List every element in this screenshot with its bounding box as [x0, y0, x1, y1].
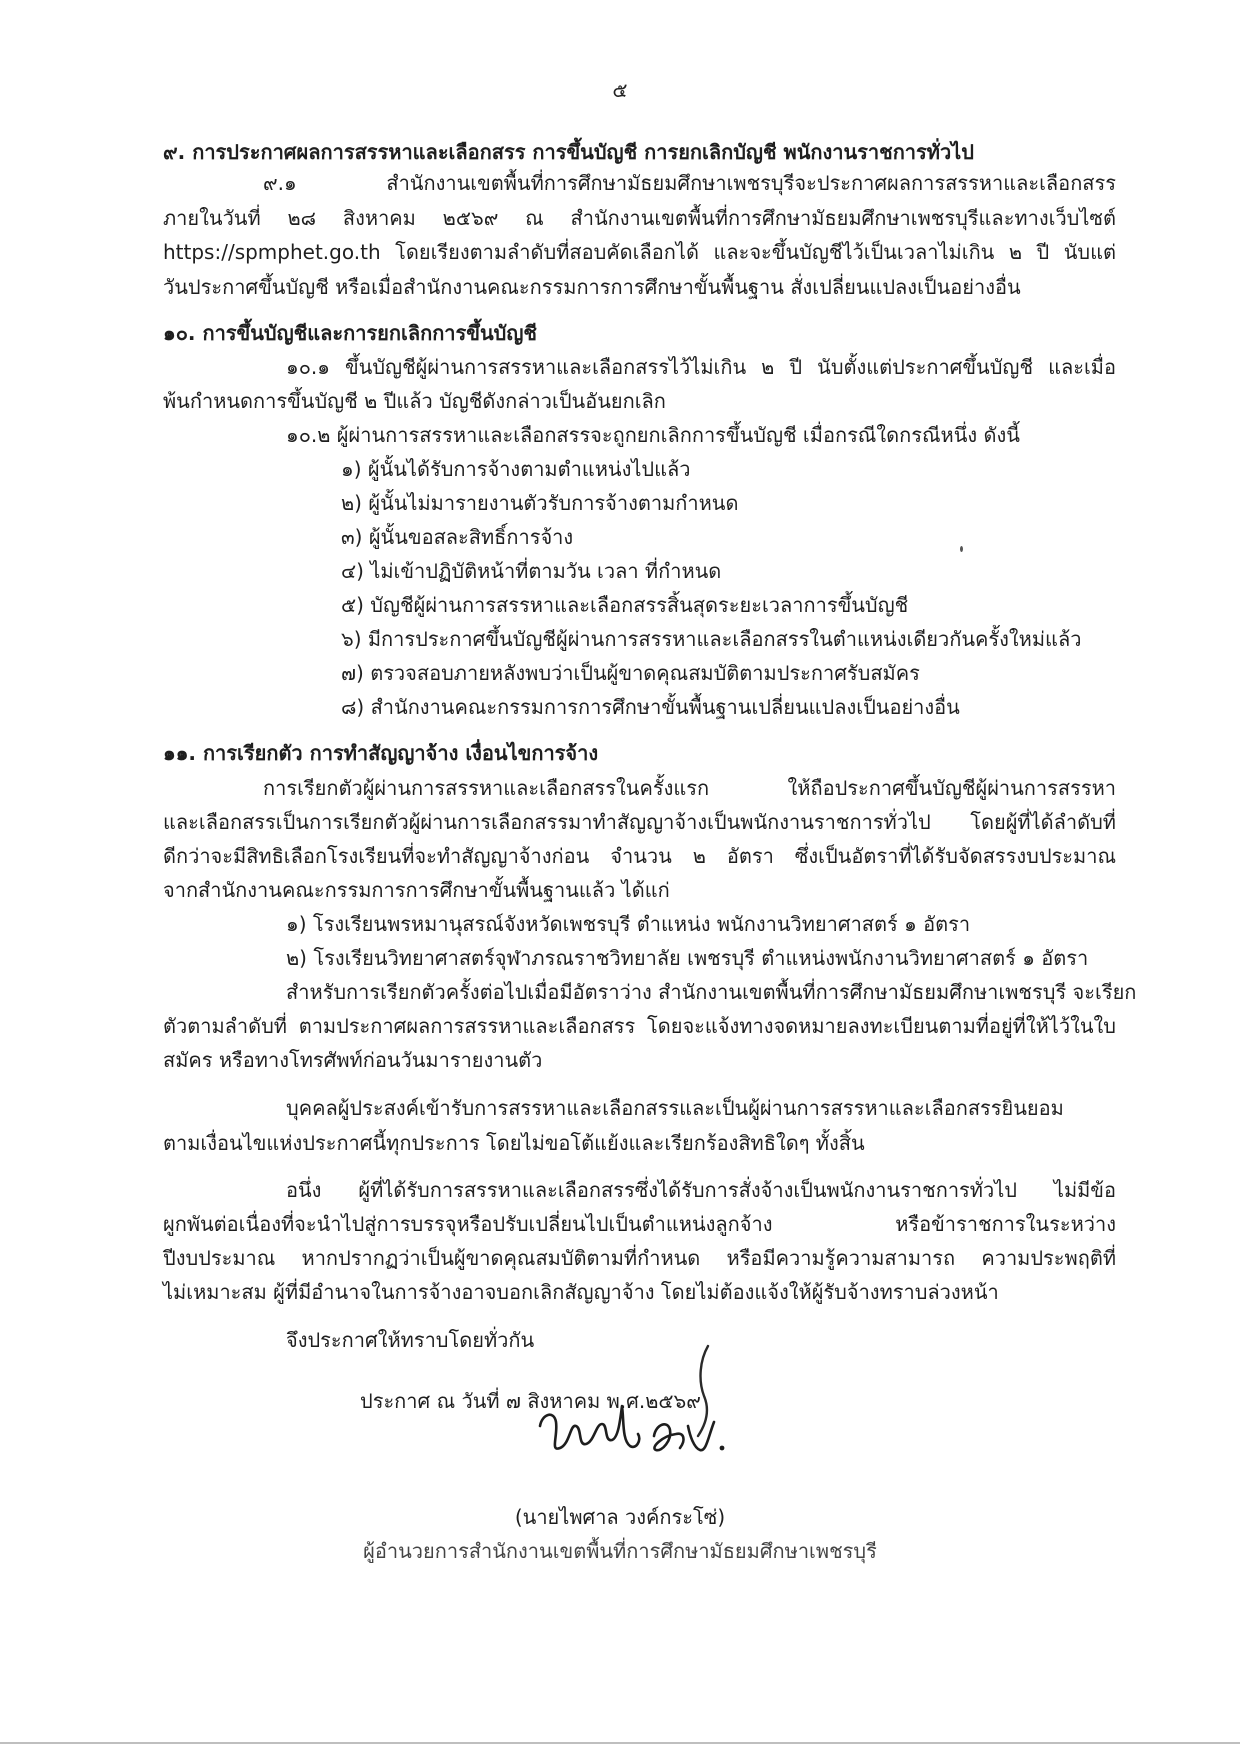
section-11-paragraph-line: สมัคร หรือทางโทรศัพท์ก่อนวันมารายงานตัว — [163, 1048, 543, 1072]
cancel-condition-item: ๘) สำนักงานคณะกรรมการการศึกษาขั้นพื้นฐานเปลี่ยนแปลงเป็นอย่างอื่น — [341, 695, 960, 719]
terms-paragraph-line: อนึ่ง ผู้ที่ได้รับการสรรหาและเลือกสรรซึ่งได้รับการสั่งจ้างเป็นพนักงานราชการทั่วไป ไม่มีข้อ — [286, 1178, 1116, 1202]
section-11-paragraph-line: การเรียกตัวผู้ผ่านการสรรหาและเลือกสรรในครั้งแรก ให้ถือประกาศขึ้นบัญชีผู้ผ่านการสรรหา — [263, 776, 1116, 800]
signature-image — [530, 1340, 790, 1480]
section-9-paragraph-line: ภายในวันที่ ๒๘ สิงหาคม ๒๕๖๙ ณ สำนักงานเขตพื้นที่การศึกษามัธยมศึกษาเพชรบุรีและทางเว็บไซต์ — [163, 206, 1116, 230]
section-10-heading: ๑๐. การขึ้นบัญชีและการยกเลิกการขึ้นบัญชี — [163, 321, 537, 345]
signer-title: ผู้อำนวยการสำนักงานเขตพื้นที่การศึกษามัธยมศึกษาเพชรบุรี — [363, 1539, 877, 1563]
section-11-paragraph-line: จากสำนักงานคณะกรรมการการศึกษาขั้นพื้นฐานแล้ว ได้แก่ — [163, 878, 670, 902]
cancel-condition-item: ๔) ไม่เข้าปฏิบัติหน้าที่ตามวัน เวลา ที่กำหนด — [341, 559, 722, 583]
cancel-condition-item: ๒) ผู้นั้นไม่มารายงานตัวรับการจ้างตามกำหนด — [341, 491, 739, 515]
cancel-condition-item: ๖) มีการประกาศขึ้นบัญชีผู้ผ่านการสรรหาและเลือกสรรในตำแหน่งเดียวกันครั้งใหม่แล้ว — [341, 627, 1082, 651]
school-position-item: ๑) โรงเรียนพรหมานุสรณ์จังหวัดเพชรบุรี ตำแหน่ง พนักงานวิทยาศาสตร์ ๑ อัตรา — [286, 912, 971, 936]
page-number: ๕ — [612, 78, 628, 102]
cancel-condition-item: ๕) บัญชีผู้ผ่านการสรรหาและเลือกสรรสิ้นสุดระยะเวลาการขึ้นบัญชี — [341, 593, 909, 617]
scan-speck — [960, 546, 963, 552]
section-10-paragraph-line: พ้นกำหนดการขึ้นบัญชี ๒ ปีแล้ว บัญชีดังกล่าวเป็นอันยกเลิก — [163, 389, 666, 413]
announcement-date: ประกาศ ณ วันที่ ๗ สิงหาคม พ.ศ.๒๕๖๙ — [360, 1389, 701, 1413]
section-9-paragraph-line: ๙.๑ สำนักงานเขตพื้นที่การศึกษามัธยมศึกษาเพชรบุรีจะประกาศผลการสรรหาและเลือกสรร — [263, 171, 1116, 195]
terms-paragraph-line: ปีงบประมาณ หากปรากฏว่าเป็นผู้ขาดคุณสมบัติตามที่กำหนด หรือมีความรู้ความสามารถ ความประพฤติที่ — [163, 1246, 1116, 1270]
terms-paragraph-line: ไม่เหมาะสม ผู้ที่มีอำนาจในการจ้างอาจบอกเลิกสัญญาจ้าง โดยไม่ต้องแจ้งให้ผู้รับจ้างทราบล่วงหน้า — [163, 1280, 999, 1304]
section-9-paragraph-line: วันประกาศขึ้นบัญชี หรือเมื่อสำนักงานคณะกรรมการการศึกษาขั้นพื้นฐาน สั่งเปลี่ยนแปลงเป็นอย่างอื่น — [163, 275, 1021, 299]
signer-name: (นายไพศาล วงค์กระโซ่) — [514, 1505, 726, 1529]
scan-edge-line — [0, 1742, 1240, 1744]
cancel-condition-item: ๓) ผู้นั้นขอสละสิทธิ์การจ้าง — [341, 525, 574, 549]
section-9-heading: ๙. การประกาศผลการสรรหาและเลือกสรร การขึ้นบัญชี การยกเลิกบัญชี พนักงานราชการทั่วไป — [163, 140, 974, 164]
section-10-paragraph-line: ๑๐.๑ ขึ้นบัญชีผู้ผ่านการสรรหาและเลือกสรรไว้ไม่เกิน ๒ ปี นับตั้งแต่ประกาศขึ้นบัญชี และเมื่อ — [286, 355, 1116, 379]
terms-paragraph-line: ผูกพันต่อเนื่องที่จะนำไปสู่การบรรจุหรือปรับเปลี่ยนไปเป็นตำแหน่งลูกจ้าง หรือข้าราชการในระหว่าง — [163, 1212, 1116, 1236]
section-11-paragraph-line: สำหรับการเรียกตัวครั้งต่อไปเมื่อมีอัตราว่าง สำนักงานเขตพื้นที่การศึกษามัธยมศึกษาเพชรบุรี จะเรียก — [286, 980, 1137, 1004]
consent-paragraph-line: ตามเงื่อนไขแห่งประกาศนี้ทุกประการ โดยไม่ขอโต้แย้งและเรียกร้องสิทธิใดๆ ทั้งสิ้น — [163, 1131, 865, 1155]
section-11-paragraph-line: ตัวตามลำดับที่ ตามประกาศผลการสรรหาและเลือกสรร โดยจะแจ้งทางจดหมายลงทะเบียนตามที่อยู่ที่ให้ไว้ในใบ — [163, 1014, 1116, 1038]
section-11-paragraph-line: ดีกว่าจะมีสิทธิเลือกโรงเรียนที่จะทำสัญญาจ้างก่อน จำนวน ๒ อัตรา ซึ่งเป็นอัตราที่ได้รับจัดสรรงบประมาณ — [163, 844, 1116, 868]
section-9-paragraph-line: https://spmphet.go.th โดยเรียงตามลำดับที่สอบคัดเลือกได้ และจะขึ้นบัญชีไว้เป็นเวลาไม่เกิน ๒ ปี นับแต่ — [163, 240, 1116, 264]
section-11-paragraph-line: และเลือกสรรเป็นการเรียกตัวผู้ผ่านการเลือกสรรมาทำสัญญาจ้างเป็นพนักงานราชการทั่วไป โดยผู้ที่ได้ลำดับที่ — [163, 810, 1116, 834]
section-10-2-intro: ๑๐.๒ ผู้ผ่านการสรรหาและเลือกสรรจะถูกยกเลิกการขึ้นบัญชี เมื่อกรณีใดกรณีหนึ่ง ดังนี้ — [286, 423, 1020, 447]
section-11-heading: ๑๑. การเรียกตัว การทำสัญญาจ้าง เงื่อนไขการจ้าง — [163, 741, 599, 765]
cancel-condition-item: ๑) ผู้นั้นได้รับการจ้างตามตำแหน่งไปแล้ว — [341, 457, 691, 481]
consent-paragraph-line: บุคคลผู้ประสงค์เข้ารับการสรรหาและเลือกสรรและเป็นผู้ผ่านการสรรหาและเลือกสรรยินยอม — [286, 1096, 1064, 1120]
school-position-item: ๒) โรงเรียนวิทยาศาสตร์จุฬาภรณราชวิทยาลัย เพชรบุรี ตำแหน่งพนักงานวิทยาศาสตร์ ๑ อัตรา — [286, 946, 1089, 970]
closing-statement: จึงประกาศให้ทราบโดยทั่วกัน — [286, 1328, 535, 1352]
cancel-condition-item: ๗) ตรวจสอบภายหลังพบว่าเป็นผู้ขาดคุณสมบัติตามประกาศรับสมัคร — [341, 661, 920, 685]
